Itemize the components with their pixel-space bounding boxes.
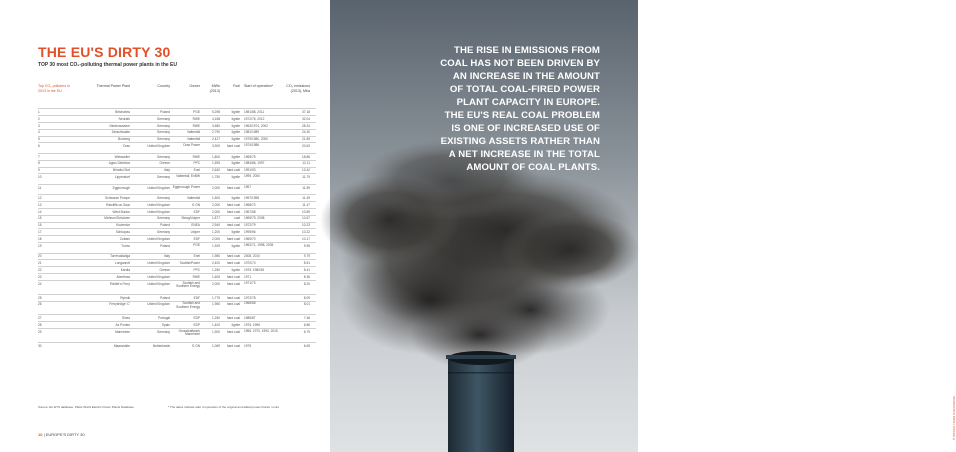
cell-mw: 1,250 (212, 268, 220, 273)
cell-emissions: 21.89 (302, 137, 310, 142)
table-row (38, 301, 316, 315)
page-running-title: EUROPE'S DIRTY 30 (45, 432, 85, 437)
cell-fuel: hard coal (226, 237, 240, 242)
cell-start: 1968/70 (244, 202, 256, 207)
cell-mw: 2,790 (212, 130, 220, 135)
cell-plant: Niederaussem (109, 123, 130, 128)
cell-mw: 1,250 (212, 316, 220, 321)
table-row (38, 235, 316, 242)
cell-owner: RWE (192, 123, 200, 128)
cell-fuel: lignite (231, 244, 240, 249)
cell-plant: West Burton (112, 209, 130, 214)
table-row (38, 253, 316, 260)
cell-mw: 3,680 (212, 123, 220, 128)
cell-owner: Vattenfall, EnBW (176, 174, 200, 179)
cell-country: Netherlands (152, 343, 170, 348)
header-emissions: CO₂ emissions (2013), Mt/a (286, 84, 310, 93)
cell-fuel: lignite (231, 195, 240, 200)
cell-start: 1995/96 (244, 230, 256, 235)
header-plant: Thermal Power Plant (96, 84, 130, 88)
cell-mw: 1,800 (212, 154, 220, 159)
cell-rank: 1 (38, 109, 40, 114)
cell-country: Greece (159, 161, 170, 166)
cell-country: United Kingdom (147, 209, 170, 214)
table-row (38, 129, 316, 136)
cell-start: 1985/87 (244, 316, 256, 321)
cell-plant: Sines (122, 316, 130, 321)
cell-mw: 5,298 (212, 109, 220, 114)
cell-owner: ScottishPower (179, 261, 200, 266)
cell-start: 1981/88, 2011 (244, 109, 265, 114)
cell-owner: E.ON (192, 343, 200, 348)
cell-emissions: 6.86 (303, 323, 310, 328)
cell-country: Poland (160, 223, 170, 228)
cell-owner: Uniper (190, 230, 200, 235)
cell-fuel: lignite (231, 154, 240, 159)
footnote: * The dates indicate start of operation of the original and added power blocks / units (168, 405, 279, 409)
cell-rank: 18 (38, 237, 42, 242)
cell-plant: Weisweiler (114, 154, 130, 159)
cell-rank: 17 (38, 230, 42, 235)
table-row (38, 215, 316, 222)
cell-emissions: 11.79 (302, 175, 310, 180)
cell-rank: 29 (38, 329, 42, 334)
cell-mw: 2,940 (212, 223, 220, 228)
cell-fuel: lignite (231, 137, 240, 142)
cell-fuel: lignite (231, 268, 240, 273)
cell-owner: Steag/Uniper (181, 216, 200, 221)
cell-fuel: lignite (231, 109, 240, 114)
cell-owner: PPC (193, 268, 200, 273)
cell-owner: EDP (193, 316, 200, 321)
table-row (38, 136, 316, 143)
cell-fuel: hard coal (226, 275, 240, 280)
cell-start: 2008, 2010 (244, 254, 260, 259)
cell-country: Germany (156, 216, 170, 221)
cell-country: Italy (164, 168, 170, 173)
cell-start: 1969/70 (244, 237, 256, 242)
cell-rank: 14 (38, 209, 42, 214)
cell-owner: EDF (193, 237, 200, 242)
cell-owner: Scottish and Southern Energy (176, 280, 200, 289)
plants-table (38, 108, 316, 349)
cell-rank: 19 (38, 244, 42, 249)
table-row (38, 122, 316, 129)
cell-emissions: 10.67 (302, 216, 310, 221)
cell-mw: 3,900 (212, 144, 220, 149)
cell-rank: 26 (38, 302, 42, 307)
cell-start: 1999, 2000 (244, 174, 260, 179)
cell-fuel: lignite (231, 175, 240, 180)
cell-emissions: 32.04 (302, 116, 310, 121)
header-mw: MWe (2013) (209, 84, 220, 93)
cell-emissions: 10.23 (302, 223, 310, 228)
cell-plant: Maasvlakte (113, 343, 130, 348)
header-start: Start of operation* (244, 84, 273, 88)
cell-plant: Lippendorf (114, 175, 130, 180)
cell-plant: Jänschwalde (111, 130, 130, 135)
cell-fuel: lignite (231, 230, 240, 235)
cell-fuel: hard coal (226, 209, 240, 214)
cell-plant: Torrevaldaliga (110, 254, 130, 259)
cell-emissions: 37.18 (302, 109, 310, 114)
cell-mw: 2,000 (212, 281, 220, 286)
cell-rank: 30 (38, 343, 42, 348)
cell-fuel: hard coal (226, 302, 240, 307)
cell-owner: E.ON (192, 202, 200, 207)
cell-start: 1967/68 (244, 209, 256, 214)
cell-fuel: coal (234, 216, 240, 221)
cell-country: Germany (156, 116, 170, 121)
cell-country: Portugal (158, 316, 170, 321)
cell-fuel: hard coal (226, 223, 240, 228)
cell-fuel: lignite (231, 116, 240, 121)
cell-mw: 1,200 (212, 230, 220, 235)
cell-emissions: 28.34 (302, 123, 310, 128)
page-subtitle: TOP 30 most CO₂-polluting thermal power plants in the EU (38, 62, 177, 68)
pull-quote: THE RISE IN EMISSIONS FROM COAL HAS NOT BEEN DRIVEN BY AN INCREASE IN THE AMOUNT OF TOTAL COAL-FIRED POWER PLANT CAPACITY IN EUROPE. THE EU'S REAL COAL PROBLEM IS ONE OF INCREASED USE OF EXISTING ASSETS RATHER THAN A NET INCREASE IN THE TOTAL AMOUNT OF COAL PLANTS. (440, 45, 600, 173)
cell-mw: 2,000 (212, 237, 220, 242)
cell-rank: 12 (38, 195, 42, 200)
cell-mw: 1,929 (212, 244, 220, 249)
cell-emissions: 11.59 (302, 185, 310, 190)
cell-rank: 2 (38, 116, 40, 121)
cell-owner: PGE (193, 109, 200, 114)
cell-mw: 2,000 (212, 202, 220, 207)
cell-start: 1967 (244, 184, 252, 189)
table-header (38, 84, 316, 104)
cell-plant: Agios Dimitrios (108, 161, 130, 166)
cell-start: 1976, 1996 (244, 323, 260, 328)
table-row (38, 167, 316, 174)
cell-emissions: 12.11 (302, 161, 310, 166)
cell-plant: Cottam (119, 237, 130, 242)
cell-owner: RWE (192, 154, 200, 159)
cell-mw: 1,400 (212, 323, 220, 328)
cell-start: 1962/71, 1998, 2005 (244, 243, 274, 248)
cell-emissions: 10.17 (302, 237, 310, 242)
cell-emissions: 10.22 (302, 230, 310, 235)
table-row (38, 173, 316, 183)
cell-mw: 1,960 (212, 302, 220, 307)
cell-emissions: 8.09 (303, 295, 310, 300)
table-row (38, 314, 316, 321)
table-row (38, 242, 316, 252)
cell-fuel: hard coal (226, 343, 240, 348)
cell-country: United Kingdom (147, 237, 170, 242)
table-row (38, 328, 316, 342)
cell-rank: 6 (38, 144, 40, 149)
cell-rank: 25 (38, 295, 42, 300)
table-row (38, 228, 316, 235)
cell-fuel: lignite (231, 130, 240, 135)
photo-credit: © ISTOCK / IGOR STEVANOVIC (952, 395, 956, 440)
cell-emissions: 13.42 (302, 168, 310, 173)
table-row (38, 142, 316, 152)
cell-mw: 1,775 (212, 295, 220, 300)
cell-country: Germany (156, 329, 170, 334)
header-owner: Owner (189, 84, 200, 88)
cell-start: 1975, 1980/81 (244, 268, 265, 273)
cell-mw: 1,900 (212, 329, 220, 334)
cell-rank: 8 (38, 161, 40, 166)
cell-rank: 7 (38, 154, 40, 159)
table-row (38, 201, 316, 208)
cell-emissions: 8.41 (303, 268, 310, 273)
cell-start: 1979/1980, 2000 (244, 137, 268, 142)
cell-start: 1966, 1970, 1993, 2015 (244, 328, 278, 333)
cell-plant: Schwarze Pumpe (105, 195, 130, 200)
cell-mw: 2,000 (212, 185, 220, 190)
cell-rank: 21 (38, 261, 42, 266)
cell-country: United Kingdom (147, 185, 170, 190)
cell-owner: Vattenfall (186, 130, 200, 135)
cell-rank: 24 (38, 281, 42, 286)
cell-plant: Mehrum/Scholven (104, 216, 130, 221)
cell-emissions: 9.95 (303, 244, 310, 249)
cell-fuel: hard coal (226, 254, 240, 259)
cell-owner: EDP (193, 323, 200, 328)
cell-owner: RWE (192, 116, 200, 121)
cell-start: 1972/78 (244, 295, 256, 300)
cell-owner: Vattenfall (186, 137, 200, 142)
cell-fuel: hard coal (226, 261, 240, 266)
cell-plant: Rybnik (120, 295, 130, 300)
table-row (38, 108, 316, 115)
cell-fuel: hard coal (226, 168, 240, 173)
cell-country: United Kingdom (147, 275, 170, 280)
cell-fuel: hard coal (226, 295, 240, 300)
cell-country: Poland (160, 244, 170, 249)
cell-start: 1972/79 (244, 223, 256, 228)
cell-emissions: 8.51 (303, 261, 310, 266)
cell-start: 1963/1974, 2002 (244, 123, 268, 128)
cell-fuel: lignite (231, 123, 240, 128)
cell-fuel: hard coal (226, 202, 240, 207)
cell-emissions: 9.79 (303, 254, 310, 259)
cell-rank: 22 (38, 268, 42, 273)
cell-rank: 9 (38, 168, 40, 173)
cell-country: Germany (156, 230, 170, 235)
cell-start: 1971 (244, 275, 252, 280)
table-row (38, 321, 316, 328)
cell-mw: 2,000 (212, 209, 220, 214)
cell-country: Poland (160, 109, 170, 114)
table-row (38, 342, 316, 349)
cell-fuel: lignite (231, 323, 240, 328)
cell-start: 1974/1986 (244, 143, 260, 148)
cell-country: Germany (156, 130, 170, 135)
left-page (0, 0, 330, 452)
cell-plant: Aberthaw (116, 275, 130, 280)
cell-start: 1972/76, 2012 (244, 116, 265, 121)
cell-mw: 2,427 (212, 137, 220, 142)
cell-plant: Turów (121, 244, 130, 249)
table-row (38, 160, 316, 167)
cell-emissions: 18.86 (302, 154, 310, 159)
cell-rank: 13 (38, 202, 42, 207)
cell-owner: Drax Power (183, 143, 200, 148)
cell-rank: 23 (38, 275, 42, 280)
cell-start: 1969/79, 2008 (244, 216, 265, 221)
cell-plant: Drax (123, 144, 130, 149)
cell-rank: 27 (38, 316, 42, 321)
cell-country: Poland (160, 295, 170, 300)
cell-country: Italy (164, 254, 170, 259)
cell-rank: 10 (38, 175, 42, 180)
cell-plant: Brindisi Sud (112, 168, 130, 173)
cell-owner: Enel (193, 168, 200, 173)
cell-country: United Kingdom (147, 281, 170, 286)
cell-emissions: 10.89 (302, 209, 310, 214)
header-fuel: Fuel (233, 84, 240, 88)
cell-owner: EDF (193, 295, 200, 300)
cell-plant: Eggborough (112, 185, 130, 190)
cell-owner: Vattenfall (186, 195, 200, 200)
cell-rank: 5 (38, 137, 40, 142)
cell-country: Greece (159, 268, 170, 273)
cell-start: 1991/93 (244, 168, 256, 173)
cell-plant: Schkopau (115, 230, 130, 235)
cell-fuel: hard coal (226, 316, 240, 321)
cell-country: Germany (156, 195, 170, 200)
cell-plant: Ferrybridge 'C' (109, 302, 130, 307)
cell-owner: Enel (193, 254, 200, 259)
cell-mw: 1,595 (212, 161, 220, 166)
cell-mw: 2,400 (212, 261, 220, 266)
cell-start: 1966/68 (244, 301, 256, 306)
cell-fuel: hard coal (226, 144, 240, 149)
source-note: Source: EU ETS database, Platts World Electric Power Plants Database (38, 405, 134, 409)
cell-fuel: hard coal (226, 329, 240, 334)
table-row (38, 222, 316, 229)
table-row (38, 153, 316, 160)
cell-country: Germany (156, 175, 170, 180)
cell-emissions: 24.40 (302, 130, 310, 135)
cell-rank: 15 (38, 216, 42, 221)
table-row (38, 259, 316, 266)
cell-emissions: 8.36 (303, 275, 310, 280)
cell-owner: ENEA (191, 223, 200, 228)
cell-mw: 1,877 (212, 216, 220, 221)
cell-start: 1971/73 (244, 280, 256, 285)
cell-rank: 20 (38, 254, 42, 259)
header-rank: Top CO₂ polluters in 2013 in the EU (38, 84, 70, 93)
table-row (38, 294, 316, 301)
cell-emissions: 6.69 (303, 343, 310, 348)
cell-plant: Kozienice (116, 223, 130, 228)
cell-country: United Kingdom (147, 302, 170, 307)
cell-owner: PGE (193, 243, 200, 248)
cell-plant: As Pontes (115, 323, 130, 328)
cell-emissions: 6.79 (303, 329, 310, 334)
cell-mw: 1,980 (212, 254, 220, 259)
cell-country: Spain (161, 323, 170, 328)
cell-start: 1970/73 (244, 261, 256, 266)
cell-rank: 28 (38, 323, 42, 328)
cell-start: 1975 (244, 343, 252, 348)
cell-emissions: 20.63 (302, 144, 310, 149)
table-row (38, 115, 316, 122)
cell-mw: 1,069 (212, 343, 220, 348)
page-title: THE EU'S DIRTY 30 (38, 44, 171, 60)
cell-owner: PPC (193, 161, 200, 166)
cell-owner: EDF (193, 209, 200, 214)
cell-rank: 3 (38, 123, 40, 128)
cell-owner: Grosskraftwerk Mannheim (178, 328, 200, 337)
cell-mw: 4,168 (212, 116, 220, 121)
cell-plant: Neurath (118, 116, 130, 121)
page-number: 10 (38, 432, 43, 437)
cell-rank: 11 (38, 185, 42, 190)
cell-country: United Kingdom (147, 202, 170, 207)
cell-start: 1965/75 (244, 154, 256, 159)
header-country: Country (157, 84, 170, 88)
table-row (38, 208, 316, 215)
table-row (38, 266, 316, 273)
cell-owner: Eggborough Power (172, 184, 200, 189)
cell-emissions: 8.01 (303, 302, 310, 307)
cell-country: Germany (156, 123, 170, 128)
cell-rank: 4 (38, 130, 40, 135)
cell-fuel: hard coal (226, 185, 240, 190)
cell-plant: Ratcliffe-on-Soar (106, 202, 130, 207)
cell-country: United Kingdom (147, 261, 170, 266)
cell-plant: Mannheim (115, 329, 130, 334)
cell-start: 1997/1998 (244, 195, 260, 200)
table-row (38, 184, 316, 194)
cell-start: 1981/1989 (244, 130, 260, 135)
cell-plant: Boxberg (118, 137, 130, 142)
page-folio: 10 | EUROPE'S DIRTY 30 (38, 432, 85, 437)
cell-mw: 1,500 (212, 195, 220, 200)
cell-fuel: lignite (231, 161, 240, 166)
cell-mw: 1,750 (212, 175, 220, 180)
cell-emissions: 11.49 (302, 195, 310, 200)
cell-start: 1984/86, 1997 (244, 161, 265, 166)
cell-country: Germany (156, 137, 170, 142)
cell-country: United Kingdom (147, 144, 170, 149)
table-row (38, 280, 316, 294)
cell-emissions: 7.46 (303, 316, 310, 321)
table-row (38, 194, 316, 201)
cell-mw: 2,640 (212, 168, 220, 173)
cell-plant: Fiddler's Ferry (109, 281, 130, 286)
cell-fuel: hard coal (226, 281, 240, 286)
cell-owner: Scottish and Southern Energy (176, 301, 200, 309)
table-row (38, 273, 316, 280)
cell-plant: Longannet (114, 261, 130, 266)
cell-rank: 16 (38, 223, 42, 228)
cell-owner: RWE (192, 275, 200, 280)
cell-plant: Kardia (120, 268, 130, 273)
cell-emissions: 11.47 (302, 202, 310, 207)
cell-country: Germany (156, 154, 170, 159)
cell-mw: 1,605 (212, 275, 220, 280)
cell-plant: Bełchatów (115, 109, 130, 114)
cell-emissions: 8.20 (303, 281, 310, 286)
